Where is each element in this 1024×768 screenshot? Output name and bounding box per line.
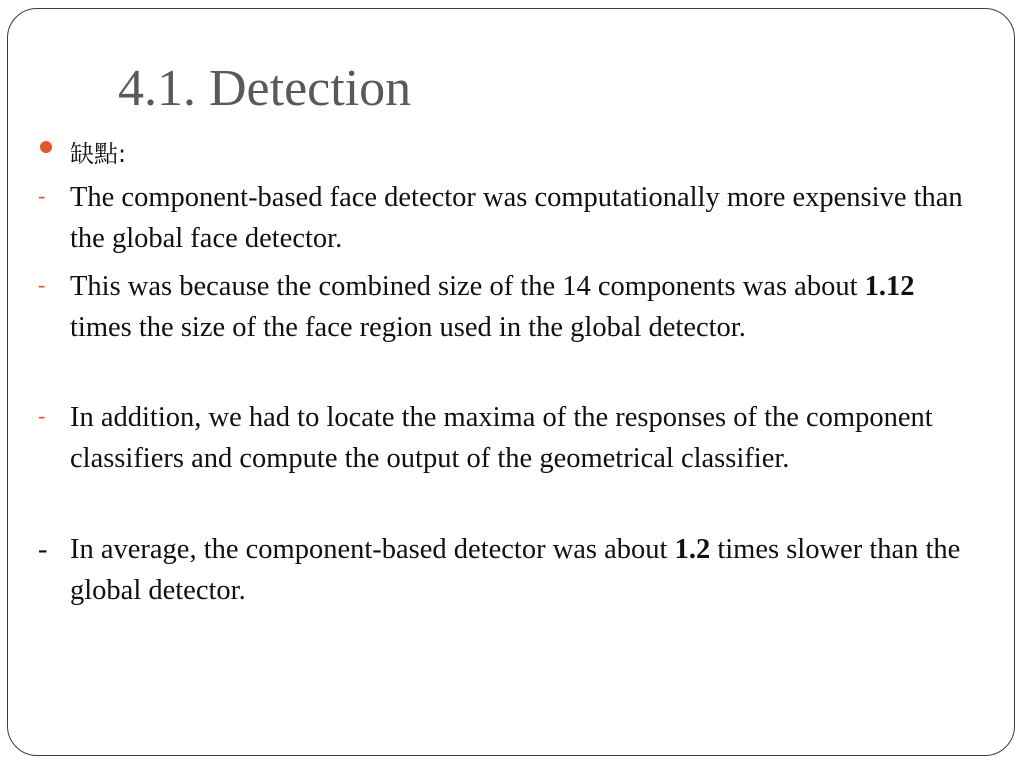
- list-item-text-after: times the size of the face region used in the global detector.: [70, 312, 746, 343]
- dash-marker: -: [38, 534, 48, 565]
- list-item-text: In addition, we had to locate the maxima of the responses of the component classifiers and compute the output of the geometrical classifier.: [70, 402, 933, 474]
- dash-marker: -: [38, 403, 46, 428]
- list-item: [38, 397, 970, 479]
- list-item-emphasis: 1.2: [674, 534, 711, 565]
- dash-marker: -: [38, 272, 46, 297]
- list-item: [38, 529, 970, 611]
- list-item: [38, 177, 970, 259]
- dash-marker: -: [38, 183, 46, 208]
- slide-title: 4.1. Detection: [118, 60, 412, 117]
- bullet-dot-icon: [40, 141, 52, 153]
- list-item-text: The component-based face detector was computationally more expensive than the global face detector.: [70, 182, 963, 254]
- slide-frame: [7, 8, 1015, 756]
- list-item-text-before: In average, the component-based detector was about: [70, 534, 675, 565]
- list-item-text-before: This was because the combined size of the 14 components was about: [70, 271, 865, 302]
- heading-bullet: [70, 133, 970, 175]
- list-item-emphasis: 1.12: [864, 271, 915, 302]
- list-item: [38, 266, 970, 348]
- heading-bullet-text: 缺點:: [70, 140, 127, 168]
- list-item-text-after: times slower than the global detector.: [70, 534, 961, 606]
